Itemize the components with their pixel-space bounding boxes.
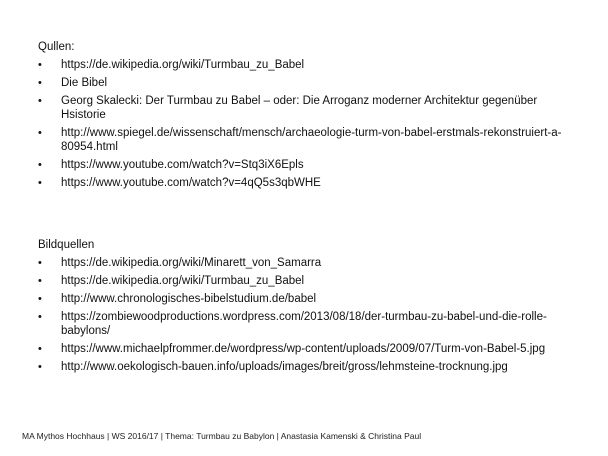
source-item-bibel [38, 76, 578, 90]
image-source-item[interactable] [38, 292, 578, 306]
image-sources-heading: Bildquellen [38, 239, 95, 251]
image-source-item[interactable] [38, 274, 578, 288]
image-source-item[interactable] [38, 360, 578, 374]
source-item-text[interactable]: http://www.spiegel.de/wissenschaft/mensch/archaeologie-turm-von-babel-erstmals-rekonstruiert-a-80954.html [61, 127, 562, 153]
image-source-item[interactable] [38, 342, 578, 356]
source-item-text[interactable]: https://de.wikipedia.org/wiki/Turmbau_zu_Babel [61, 59, 305, 71]
source-item-youtube-2[interactable] [38, 176, 578, 190]
source-item-text[interactable]: https://www.youtube.com/watch?v=4qQ5s3qbWHE [61, 177, 321, 189]
image-source-item-text[interactable]: https://www.michaelpfrommer.de/wordpress/wp-content/uploads/2009/07/Turm-von-Babel-5.jpg [61, 343, 546, 355]
source-item-skalecki [38, 94, 578, 122]
image-source-item[interactable] [38, 310, 578, 338]
sources-list [38, 58, 578, 190]
sources-heading: Qullen: [38, 41, 75, 53]
source-item-wikipedia-turmbau[interactable] [38, 58, 578, 72]
image-source-item-text[interactable]: http://www.chronologisches-bibelstudium.de/babel [61, 293, 317, 305]
source-item-text: Die Bibel [61, 77, 108, 89]
source-item-text[interactable]: https://www.youtube.com/watch?v=Stq3iX6Epls [61, 159, 304, 171]
image-sources-section [38, 238, 578, 378]
source-item-youtube-1[interactable] [38, 158, 578, 172]
image-source-item-text[interactable]: https://de.wikipedia.org/wiki/Turmbau_zu_Babel [61, 275, 305, 287]
image-source-item[interactable] [38, 256, 578, 270]
source-item-text: Georg Skalecki: Der Turmbau zu Babel – oder: Die Arroganz moderner Architektur gegenüber Hsistorie [61, 95, 538, 121]
sources-section [38, 40, 578, 194]
image-source-item-text[interactable]: http://www.oekologisch-bauen.info/uploads/images/breit/gross/lehmsteine-trocknung.jpg [61, 361, 508, 373]
image-source-item-text[interactable]: https://zombiewoodproductions.wordpress.com/2013/08/18/der-turmbau-zu-babel-und-die-rolle-babylons/ [61, 311, 547, 337]
source-item-spiegel[interactable] [38, 126, 578, 154]
image-sources-list [38, 256, 578, 374]
slide-footer: MA Mythos Hochhaus | WS 2016/17 | Thema: Turmbau zu Babylon | Anastasia Kamenski & Christina Paul [22, 431, 422, 441]
image-source-item-text[interactable]: https://de.wikipedia.org/wiki/Minarett_von_Samarra [61, 257, 322, 269]
